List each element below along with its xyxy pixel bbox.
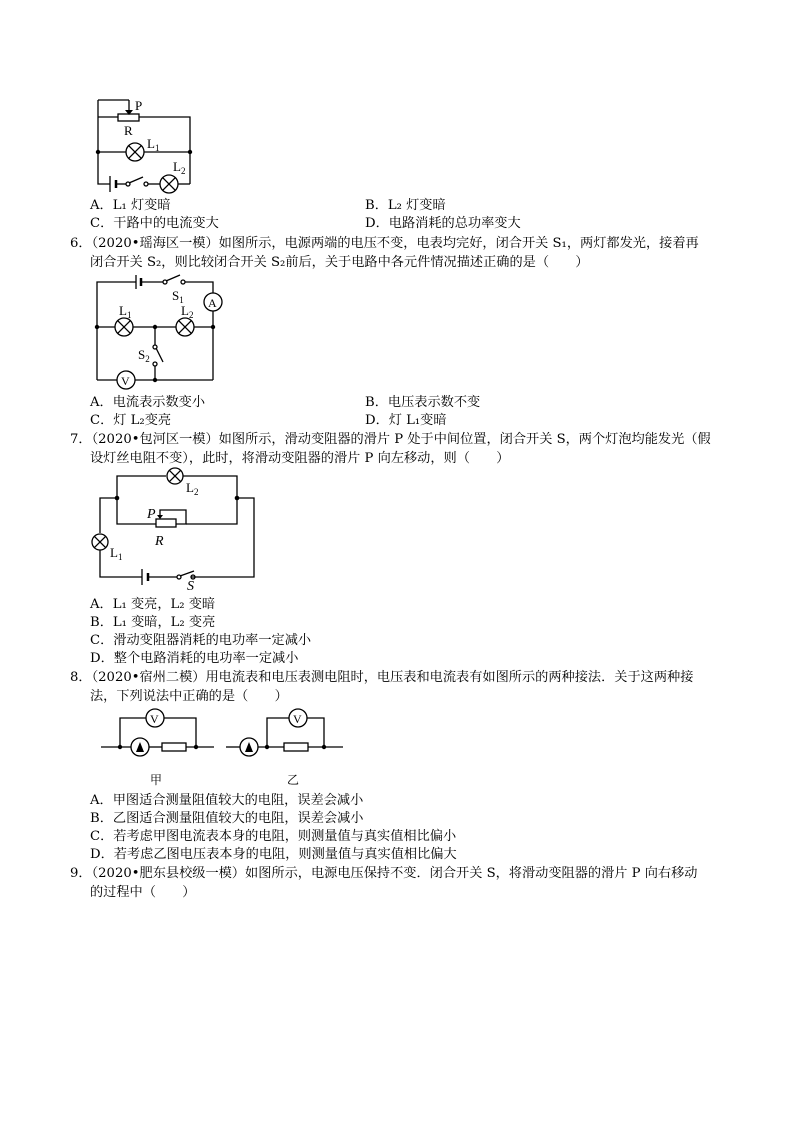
q5-label-r: R: [124, 123, 133, 138]
q8-option-a: A．甲图适合测量阻值较大的电阻，误差会减小: [90, 793, 364, 808]
q9-stem-line2: 的过程中（ ）: [90, 885, 196, 900]
q5-label-l2: $L_2$: [173, 159, 186, 176]
q7-label-l1: $L_1$: [110, 545, 123, 562]
q8-jia-ammeter-glyph: [136, 742, 144, 752]
q8-caption-jia: 甲: [150, 773, 163, 787]
q6-option-c: C．灯 L₂变亮: [90, 413, 172, 428]
q6-stem-line1: 6．（2020•瑶海区一模）如图所示，电源两端的电压不变，电表均完好，闭合开关 S₁，两灯都发光，接着再: [70, 236, 699, 251]
q7-option-b: B．L₁ 变暗，L₂ 变亮: [90, 615, 216, 630]
q8-stem-line2: 法，下列说法中正确的是（ ）: [90, 689, 288, 704]
q9-stem-line1: 9．（2020•肥东县校级一模）如图所示，电源电压保持不变．闭合开关 S，将滑动变阻器的滑片 P 向右移动: [70, 866, 698, 881]
q5-option-b: B．L₂ 灯变暗: [365, 198, 446, 213]
q8-jia-label-voltmeter: V: [150, 712, 159, 726]
q8-stem-line1: 8．（2020•宿州二模）用电流表和电压表测电阻时，电压表和电流表有如图所示的两种接法．关于这两种接: [70, 670, 694, 685]
q7-option-a: A．L₁ 变亮，L₂ 变暗: [90, 597, 216, 612]
q8-option-b: B．乙图适合测量阻值较大的电阻，误差会减小: [90, 811, 364, 826]
q7-label-s: S: [187, 579, 194, 594]
q6-label-l1: $L_1$: [119, 303, 132, 320]
q8-option-c: C．若考虑甲图电流表本身的电阻，则测量值与真实值相比偏小: [90, 829, 457, 844]
q6-label-ammeter: A: [208, 296, 217, 310]
q7-label-l2: $L_2$: [186, 480, 199, 497]
q7-option-c: C．滑动变阻器消耗的电功率一定减小: [90, 633, 312, 648]
q6-option-a: A．电流表示数变小: [90, 395, 206, 410]
q5-option-a: A．L₁ 灯变暗: [90, 198, 171, 213]
q8-caption-yi: 乙: [287, 773, 300, 787]
q7-stem-line1: 7．（2020•包河区一模）如图所示，滑动变阻器的滑片 P 处于中间位置，闭合开关 S，两个灯泡均能发光（假: [70, 432, 711, 447]
q5-label-l1: $L_1$: [147, 136, 160, 153]
q6-stem-line2: 闭合开关 S₂，则比较闭合开关 S₂前后，关于电路中各元件情况描述正确的是（ ）: [90, 255, 589, 270]
q6-label-voltmeter: V: [121, 374, 130, 388]
q6-label-l2: $L_2$: [181, 303, 194, 320]
q8-yi-ammeter-glyph: [245, 742, 253, 752]
q7-stem-line2: 设灯丝电阻不变），此时，将滑动变阻器的滑片 P 向左移动，则（ ）: [90, 451, 510, 466]
q5-option-d: D．电路消耗的总功率变大: [365, 216, 521, 231]
q6-label-s1: $S_1$: [172, 288, 184, 305]
q5-option-c: C．干路中的电流变大: [90, 216, 219, 231]
q7-label-r: R: [155, 534, 164, 549]
q6-label-s2: $S_2$: [138, 347, 150, 364]
q6-option-d: D．灯 L₁变暗: [365, 413, 447, 428]
q7-label-p: P: [147, 507, 156, 522]
q7-option-d: D．整个电路消耗的电功率一定减小: [90, 651, 299, 666]
q6-option-b: B．电压表示数不变: [365, 395, 481, 410]
q8-option-d: D．若考虑乙图电压表本身的电阻，则测量值与真实值相比偏大: [90, 847, 457, 862]
q8-yi-label-voltmeter: V: [293, 712, 302, 726]
q5-label-p: P: [135, 98, 143, 113]
